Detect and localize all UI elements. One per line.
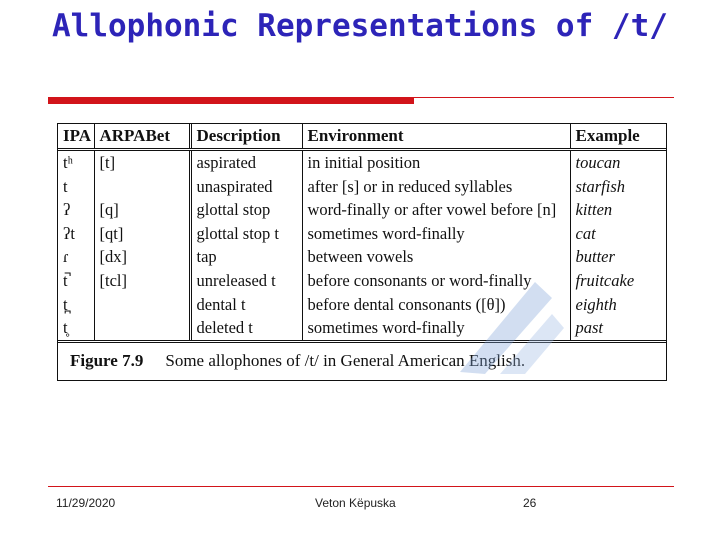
footer-page-number: 26 [523, 496, 537, 510]
cell-arpabet: [tcl] [94, 269, 190, 293]
cell-arpabet [94, 293, 190, 317]
header-example: Example [570, 124, 666, 150]
table-row [58, 293, 666, 317]
cell-description: tap [190, 245, 302, 269]
cell-ipa: tʰ [63, 153, 73, 172]
header-environment: Environment [302, 124, 570, 150]
cell-example: eighth [570, 293, 666, 317]
cell-example: cat [570, 222, 666, 246]
cell-environment: sometimes word-finally [302, 222, 570, 246]
table-header-row [58, 124, 666, 150]
cell-arpabet: [q] [94, 198, 190, 222]
slide-title: Allophonic Representations of /t/ [52, 8, 668, 44]
footer-rule [48, 486, 674, 487]
cell-description: unreleased t [190, 269, 302, 293]
table-row [58, 150, 666, 175]
cell-environment: between vowels [302, 245, 570, 269]
figure-caption [58, 343, 666, 371]
cell-arpabet [94, 175, 190, 199]
cell-example: starfish [570, 175, 666, 199]
cell-description: glottal stop [190, 198, 302, 222]
table-row [58, 245, 666, 269]
cell-description: aspirated [190, 150, 302, 175]
allophone-table [58, 124, 666, 343]
footer-date: 11/29/2020 [56, 496, 116, 510]
table-row [58, 222, 666, 246]
cell-example: kitten [570, 198, 666, 222]
cell-arpabet: [qt] [94, 222, 190, 246]
cell-arpabet: [t] [94, 150, 190, 175]
table-row [58, 198, 666, 222]
cell-environment: before dental consonants ([θ]) [302, 293, 570, 317]
cell-ipa: ɾ [63, 247, 69, 267]
table-row [58, 269, 666, 293]
cell-arpabet [94, 316, 190, 341]
title-thin-rule [414, 97, 674, 98]
cell-ipa: t̥ [58, 316, 94, 341]
header-ipa: IPA [58, 124, 94, 150]
figure-caption-text: Some allophones of /t/ in General American English. [165, 350, 526, 370]
cell-description: glottal stop t [190, 222, 302, 246]
cell-environment: after [s] or in reduced syllables [302, 175, 570, 199]
cell-description: unaspirated [190, 175, 302, 199]
cell-environment: before consonants or word-finally [302, 269, 570, 293]
cell-arpabet: [dx] [94, 245, 190, 269]
table-row [58, 175, 666, 199]
cell-ipa: t [63, 176, 68, 196]
cell-environment: word-finally or after vowel before [n] [302, 198, 570, 222]
table-row [58, 316, 666, 341]
cell-example: butter [570, 245, 666, 269]
cell-example: toucan [570, 150, 666, 175]
cell-ipa: ʔ [63, 200, 71, 220]
cell-ipa: t̪ [63, 294, 68, 314]
figure-label: Figure 7.9 [70, 350, 144, 370]
footer-author: Veton Këpuska [315, 496, 396, 510]
cell-description: deleted t [190, 316, 302, 341]
title-accent-rule [48, 97, 414, 104]
cell-ipa: t̚ [63, 270, 68, 290]
header-description: Description [190, 124, 302, 150]
cell-ipa: ʔt [63, 223, 75, 243]
cell-example: fruitcake [570, 269, 666, 293]
cell-environment: in initial position [302, 150, 570, 175]
cell-example: past [570, 316, 666, 341]
header-arpabet: ARPABet [94, 124, 190, 150]
cell-environment: sometimes word-finally [302, 316, 570, 341]
cell-description: dental t [190, 293, 302, 317]
allophone-figure [57, 123, 667, 381]
